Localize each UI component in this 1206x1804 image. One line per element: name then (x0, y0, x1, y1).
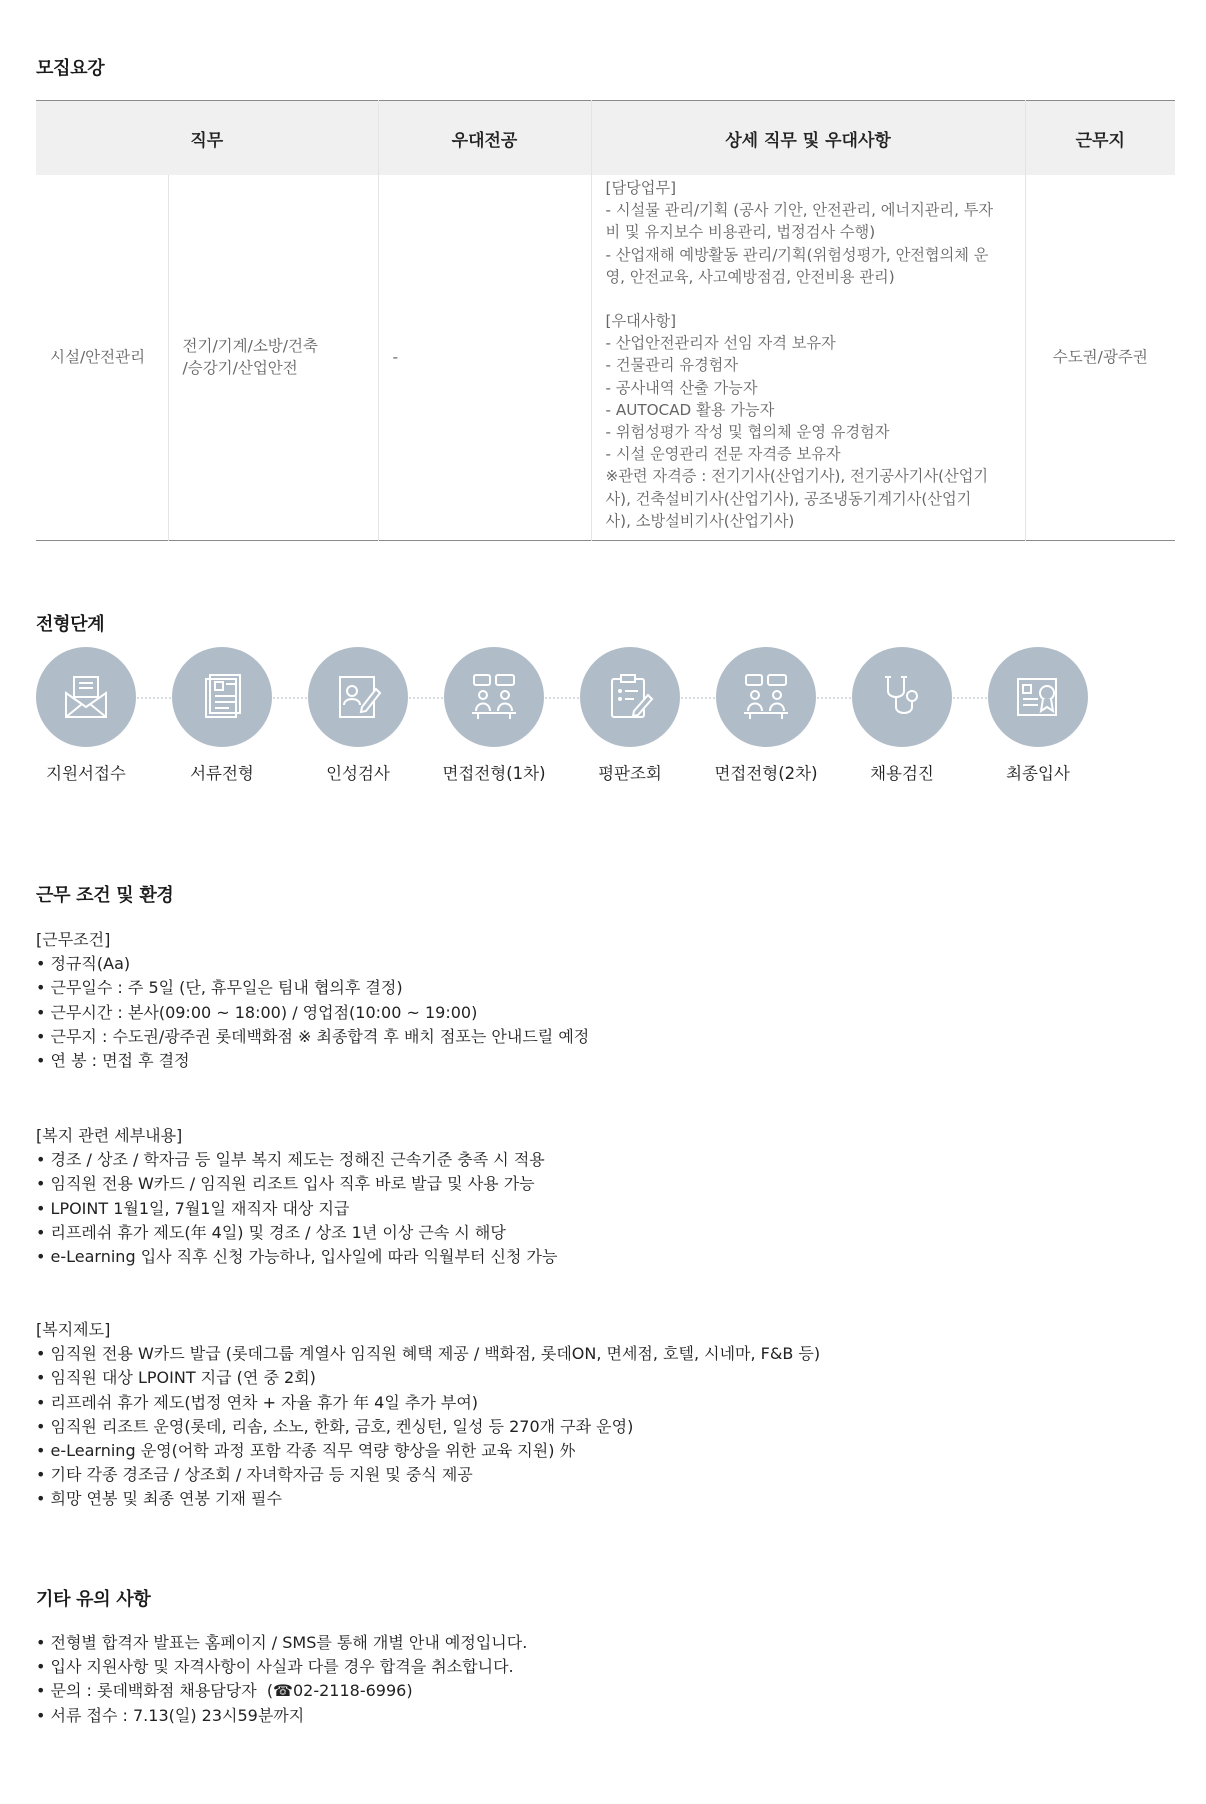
step-label: 면접전형(1차) (442, 764, 546, 783)
recruit-section-title: 모집요강 (36, 58, 105, 79)
interview-icon (740, 671, 792, 723)
header-location: 근무지 (1025, 101, 1175, 176)
detail-line: [담당업무] (605, 179, 677, 197)
list-item: • 입사 지원사항 및 자격사항이 사실과 다를 경우 합격을 취소합니다. (36, 1657, 514, 1677)
detail-line: - 시설 운영관리 전문 자격증 보유자 (605, 445, 841, 464)
step-label: 평판조회 (598, 764, 662, 783)
step-circle (716, 647, 816, 747)
list-item: • 연 봉 : 면접 후 결정 (36, 1051, 190, 1071)
detail-line: - 공사내역 산출 가능자 (605, 378, 758, 397)
detail-line: 사), 건축설비기사(산업기사), 공조냉동기계기사(산업기 (605, 489, 972, 508)
step-final-hire (970, 647, 1106, 787)
step-personality-test (290, 647, 426, 787)
cell-preferred: - (378, 175, 591, 540)
step-label: 최종입사 (1006, 764, 1070, 783)
step-label: 면접전형(2차) (714, 764, 818, 783)
step-label: 지원서접수 (46, 764, 126, 783)
clipboard-icon (604, 671, 656, 723)
notes-block (36, 1631, 1136, 1728)
header-job: 직무 (36, 101, 378, 176)
list-item: [복지제도] (36, 1320, 111, 1339)
welfare-block (36, 1318, 1136, 1512)
certificate-icon (1012, 671, 1064, 723)
envelope-icon (60, 671, 112, 723)
conditions-section-title: 근무 조건 및 환경 (36, 885, 174, 906)
list-item: • 희망 연봉 및 최종 연봉 기재 필수 (36, 1489, 282, 1509)
list-item: • 리프레쉬 휴가 제도(법정 연차 + 자율 휴가 年 4일 추가 부여) (36, 1392, 479, 1412)
detail-line: - 산업안전관리자 선임 자격 보유자 (605, 334, 836, 353)
list-item: • 정규직(Aa) (36, 954, 131, 974)
welfare-detail-block (36, 1124, 1136, 1269)
detail-line: - 건물관리 유경험자 (605, 356, 739, 375)
work-conditions-block (36, 928, 1136, 1073)
detail-spacer (606, 288, 1021, 310)
list-item: • 기타 각종 경조금 / 상조회 / 자녀학자금 등 지원 및 중식 제공 (36, 1465, 473, 1485)
step-circle (308, 647, 408, 747)
list-item: • 근무지 : 수도권/광주권 롯데백화점 ※ 최종합격 후 배치 점포는 안내드릴 예정 (36, 1026, 590, 1046)
interview-icon (468, 671, 520, 723)
detail-line: 사), 소방설비기사(산업기사) (605, 511, 795, 530)
table-header-row (36, 101, 1175, 176)
step-circle (852, 647, 952, 747)
document-icon (196, 671, 248, 723)
list-item: • 리프레쉬 휴가 제도(年 4일) 및 경조 / 상조 1년 이상 근속 시 해당 (36, 1222, 506, 1242)
list-item: • 근무일수 : 주 5일 (단, 휴무일은 팀내 협의후 결정) (36, 978, 403, 998)
step-apply (18, 647, 154, 787)
process-section-title: 전형단계 (36, 614, 105, 635)
recruit-table (36, 100, 1175, 541)
step-circle (444, 647, 544, 747)
list-item: • 문의 : 롯데백화점 채용담당자 (☎02-2118-6996) (36, 1681, 413, 1701)
header-detail: 상세 직무 및 우대사항 (591, 101, 1025, 176)
personality-test-icon (332, 671, 384, 723)
cell-location: 수도권/광주권 (1052, 348, 1148, 367)
table-row (36, 175, 1175, 540)
detail-line: [우대사항] (605, 312, 677, 331)
list-item: • 임직원 대상 LPOINT 지급 (연 중 2회) (36, 1368, 316, 1388)
list-item: • 임직원 전용 W카드 / 임직원 리조트 입사 직후 바로 발급 및 사용 가능 (36, 1174, 535, 1194)
cell-major (168, 175, 378, 540)
detail-line: - 시설물 관리/기획 (공사 기안, 안전관리, 에너지관리, 투자 (605, 201, 994, 220)
list-item: • 임직원 전용 W카드 발급 (롯데그룹 계열사 임직원 혜택 제공 / 백화점, 롯데ON, 면세점, 호텔, 시네마, F&B 등) (36, 1344, 821, 1364)
step-circle (36, 647, 136, 747)
header-preferred-major: 우대전공 (378, 101, 591, 176)
notes-section-title: 기타 유의 사항 (36, 1589, 151, 1610)
list-item: • 서류 접수 : 7.13(일) 23시59분까지 (36, 1705, 305, 1725)
detail-line: ※관련 자격증 : 전기기사(산업기사), 전기공사기사(산업기 (605, 467, 989, 486)
list-item: [복지 관련 세부내용] (36, 1126, 183, 1145)
list-item: • 근무시간 : 본사(09:00 ~ 18:00) / 영업점(10:00 ~ 19:00) (36, 1002, 478, 1022)
step-label: 인성검사 (326, 764, 390, 783)
cell-detail (591, 175, 1025, 540)
detail-line: 영, 안전교육, 사고예방점검, 안전비용 관리) (605, 267, 895, 286)
list-item: • e-Learning 입사 직후 신청 가능하나, 입사일에 따라 익월부터 신청 가능 (36, 1247, 558, 1267)
step-interview-1 (426, 647, 562, 787)
list-item: [근무조건] (36, 930, 111, 949)
step-health-check (834, 647, 970, 787)
step-label: 채용검진 (870, 764, 934, 783)
step-interview-2 (698, 647, 834, 787)
step-document-screening (154, 647, 290, 787)
list-item: • 경조 / 상조 / 학자금 등 일부 복지 제도는 정해진 근속기준 충족 시 적용 (36, 1150, 545, 1170)
cell-job: 시설/안전관리 (36, 175, 168, 540)
detail-line: 비 및 유지보수 비용관리, 법정검사 수행) (605, 223, 876, 242)
stethoscope-icon (876, 671, 928, 723)
detail-line: - AUTOCAD 활용 가능자 (605, 400, 775, 419)
step-reference-check (562, 647, 698, 787)
list-item: • e-Learning 운영(어학 과정 포함 각종 직무 역량 향상을 위한 교육 지원) 外 (36, 1441, 576, 1461)
major-line: /승강기/산업안전 (182, 359, 298, 378)
step-circle (172, 647, 272, 747)
step-circle (580, 647, 680, 747)
step-label: 서류전형 (190, 764, 254, 783)
list-item: • 임직원 리조트 운영(롯데, 리솜, 소노, 한화, 금호, 켄싱턴, 일성 등 270개 구좌 운영) (36, 1416, 634, 1436)
list-item: • LPOINT 1월1일, 7월1일 재직자 대상 지급 (36, 1198, 350, 1218)
detail-line: - 위험성평가 작성 및 협의체 운영 유경험자 (605, 423, 890, 442)
major-line: 전기/기계/소방/건축 (182, 337, 318, 356)
list-item: • 전형별 합격자 발표는 홈페이지 / SMS를 통해 개별 안내 예정입니다. (36, 1633, 528, 1652)
process-steps (36, 647, 1096, 817)
step-circle (988, 647, 1088, 747)
detail-line: - 산업재해 예방활동 관리/기획(위험성평가, 안전협의체 운 (605, 245, 989, 264)
